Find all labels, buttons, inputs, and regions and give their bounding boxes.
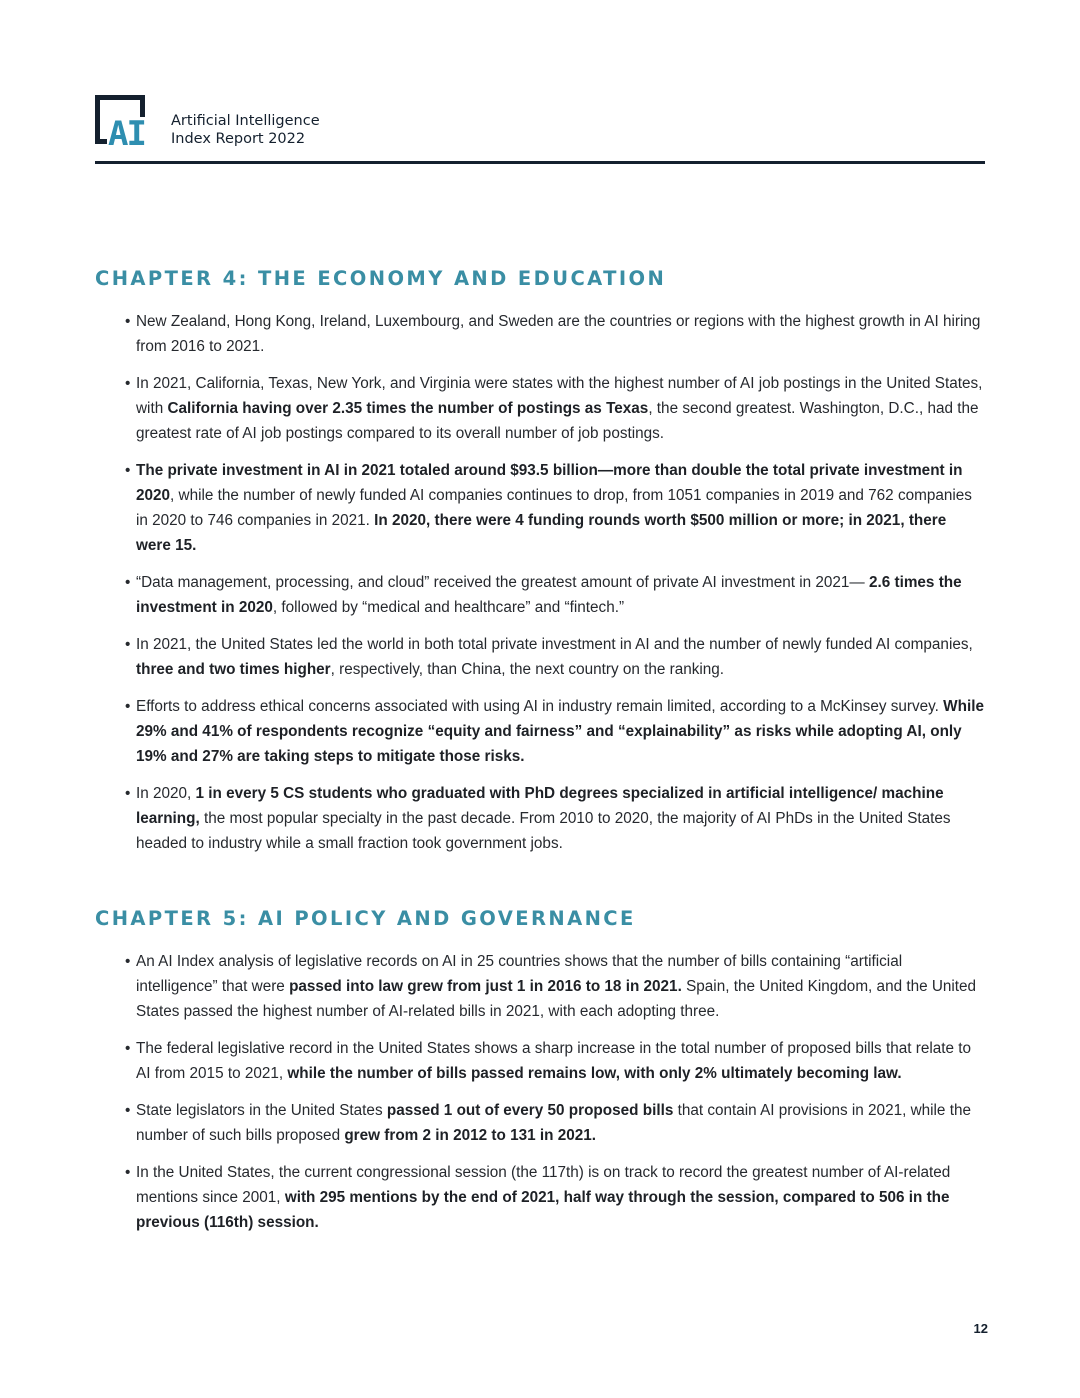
bullet-text-bold: three and two times higher <box>136 661 331 678</box>
bullet-item <box>95 458 984 558</box>
bullet-text-bold: passed 1 out of every 50 proposed bills <box>386 1102 674 1119</box>
chapter-4-section <box>95 267 995 868</box>
bullet-text: , while the number of newly funded AI companies continues to drop, from 1051 companies in 2019 and 762 companies in 2020 to 746 companies in 2021. <box>136 487 972 529</box>
chapter-4-bullets <box>95 309 995 856</box>
chapter-5-section <box>95 907 995 1247</box>
bullet-dot: • <box>125 636 131 653</box>
bullet-item <box>95 1036 984 1086</box>
chapter-4-title: CHAPTER 4: THE ECONOMY AND EDUCATION <box>95 267 667 290</box>
bullet-text-bold: 1 in every 5 CS students who graduated with PhD degrees specialized in artificial intelligence/ machine learning, <box>136 785 944 827</box>
bullet-text-bold: 2.6 times the investment in 2020 <box>136 574 962 616</box>
bullet-text: In 2021, California, Texas, New York, and Virginia were states with the highest number of AI job postings in the United States, with <box>136 375 983 417</box>
bullet-item <box>95 371 984 446</box>
bullet-dot: • <box>125 953 131 970</box>
bullet-text: In the United States, the current congressional session (the 117th) is on track to record the greatest number of AI-related mentions since 2001, <box>136 1164 951 1206</box>
bullet-dot: • <box>125 574 131 591</box>
bullet-text: “Data management, processing, and cloud” received the greatest amount of private AI investment in 2021— <box>136 574 869 591</box>
bullet-item <box>95 1160 984 1235</box>
bullet-text-bold: with 295 mentions by the end of 2021, half way through the session, compared to 506 in the previous (116th) session. <box>136 1189 950 1231</box>
ai-index-logo <box>95 95 155 147</box>
bullet-item <box>95 570 984 620</box>
bullet-text-bold: In 2020, there were 4 funding rounds worth $500 million or more; in 2021, there were 15. <box>136 512 947 554</box>
bullet-item <box>95 694 984 769</box>
bullet-text: the most popular specialty in the past decade. From 2010 to 2020, the majority of AI PhDs in the United States headed to industry while a small fraction took government jobs. <box>136 810 951 852</box>
bullet-text: , the second greatest. Washington, D.C., had the greatest rate of AI job postings compared to its overall number of job postings. <box>136 400 979 442</box>
brand-line-2: Index Report 2022 <box>171 131 306 147</box>
bullet-text-bold: California having over 2.35 times the number of postings as Texas <box>167 400 649 417</box>
bullet-text-bold: The private investment in AI in 2021 totaled around $93.5 billion—more than double the total private investment in 2020 <box>136 462 963 504</box>
bullet-text: Spain, the United Kingdom, and the United States passed the highest number of AI-related bills in 2021, with each adopting three. <box>136 978 977 1020</box>
chapter-5-title: CHAPTER 5: AI POLICY AND GOVERNANCE <box>95 907 636 930</box>
bullet-text: In 2021, the United States led the world in both total private investment in AI and the number of newly funded AI companies, <box>136 636 973 653</box>
bullet-item <box>95 632 984 682</box>
bullet-text-bold: While 29% and 41% of respondents recognize “equity and fairness” and “explainability” as risks while adopting AI, only 19% and 27% are taking steps to mitigate those risks. <box>136 698 984 765</box>
page-number: 12 <box>973 1321 988 1336</box>
bullet-text-bold: while the number of bills passed remains low, with only 2% ultimately becoming law. <box>287 1065 902 1082</box>
bullet-text-bold: passed into law grew from just 1 in 2016 to 18 in 2021. <box>289 978 682 995</box>
bullet-text: New Zealand, Hong Kong, Ireland, Luxembourg, and Sweden are the countries or regions with the highest growth in AI hiring from 2016 to 2021. <box>136 313 981 355</box>
svg-text:AI: AI <box>108 114 145 147</box>
bullet-text: An AI Index analysis of legislative records on AI in 25 countries shows that the number of bills containing “artificial intelligence” that were <box>136 953 903 995</box>
bullet-dot: • <box>125 1102 131 1119</box>
bullet-text: that contain AI provisions in 2021, while the number of such bills proposed <box>136 1102 971 1144</box>
bullet-text: Efforts to address ethical concerns associated with using AI in industry remain limited, according to a McKinsey survey. <box>136 698 944 715</box>
bullet-text: In 2020, <box>136 785 196 802</box>
chapter-5-bullets <box>95 949 995 1235</box>
bullet-dot: • <box>125 375 131 392</box>
bullet-text: , respectively, than China, the next country on the ranking. <box>330 661 725 678</box>
bullet-item <box>95 309 984 359</box>
bullet-item <box>95 949 984 1024</box>
bullet-dot: • <box>125 1040 131 1057</box>
bullet-text: , followed by “medical and healthcare” and “fintech.” <box>272 599 625 616</box>
bullet-dot: • <box>125 462 131 479</box>
bullet-dot: • <box>125 313 131 330</box>
bullet-text-bold: grew from 2 in 2012 to 131 in 2021. <box>344 1127 596 1144</box>
brand-line-1: Artificial Intelligence <box>171 113 320 129</box>
bullet-item <box>95 1098 984 1148</box>
bullet-dot: • <box>125 698 131 715</box>
bullet-text: State legislators in the United States <box>136 1102 387 1119</box>
report-header <box>95 95 985 165</box>
bullet-item <box>95 781 984 856</box>
bullet-dot: • <box>125 785 131 802</box>
header-divider <box>95 161 985 164</box>
bullet-text: The federal legislative record in the United States shows a sharp increase in the total number of proposed bills that relate to AI from 2015 to 2021, <box>136 1040 971 1082</box>
report-brand <box>171 112 320 148</box>
bullet-dot: • <box>125 1164 131 1181</box>
